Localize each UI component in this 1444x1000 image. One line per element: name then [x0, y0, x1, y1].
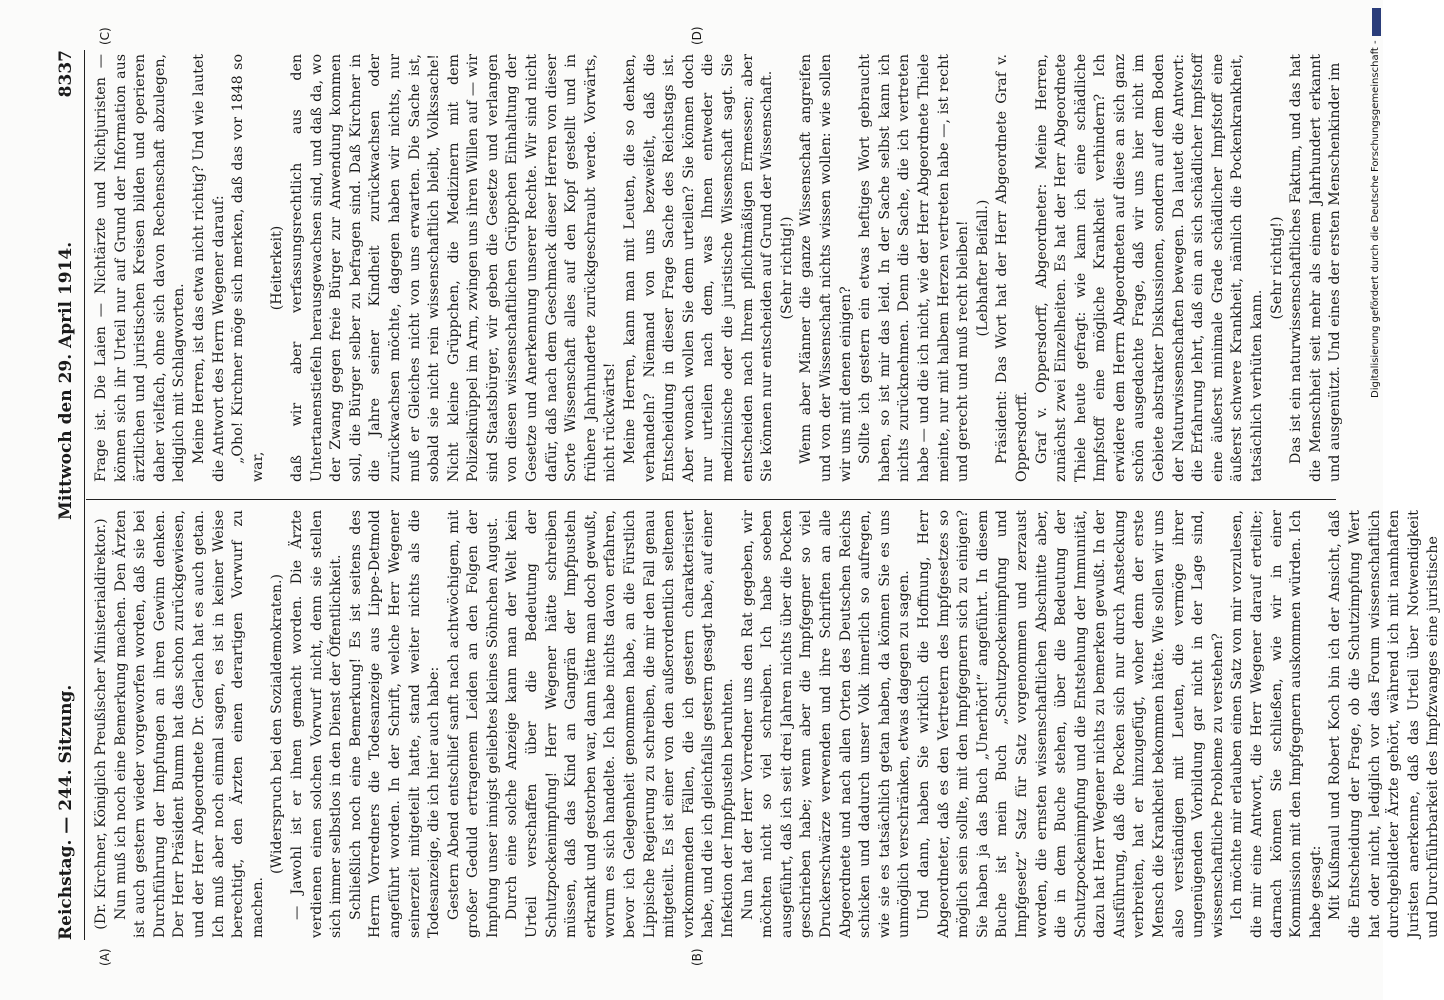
column-divider — [86, 499, 1336, 500]
paragraph: Gestern Abend entschlief sanft nach achtwöchigem, mit großer Geduld ertragenem Leiden an den Folgen der Impfung unser innigst geliebtes kleines Söhnchen August. — [445, 510, 501, 938]
paragraph: Meine Herren, kann man mit Leuten, die so denken, verhandeln? Niemand von uns bezweifelt, daß die Entscheidung in dieser Frage Sache des Reichstags ist. Aber wonach wollen Sie denn urteilen? Sie können doch nur urteilen nach dem, was Ihnen entweder die medizinische oder die juristische Wissenschaft sagt. Sie entscheiden nach Ihrem pflichtmäßigen Ermessen; aber Sie können nur entscheiden auf Grund der Wissenschaft. — [622, 54, 776, 482]
margin-marker-d: (D) — [690, 26, 704, 45]
margin-marker-c: (C) — [98, 27, 112, 45]
paragraph: Mit Kußmaul und Robert Koch bin ich der Ansicht, daß die Entscheidung der Frage, ob die Schutzimpfung Wert hat oder nicht, lediglich vor das Forum wissenschaftlich durchgebildeter Ärzte gehört, während ich mit namhaften Juristen anerkenne, daß das Urteil über Notwendigkeit und Durchführbarkeit des Impfzwanges eine juristische — [1327, 510, 1442, 938]
speaker-line: (Dr. Kirchner, Königlich Preußischer Ministerialdirektor.) — [93, 518, 109, 930]
paragraph: Frage ist. Die Laien — Nichtärzte und Nichtjuristen — können sich ihr Urteil nur auf Grund der Information aus ärztlichen und juristischen Kreisen bilden und operieren daher vielfach, ohne sich davon Rechenschaft abzulegen, lediglich mit Schlagworten. — [93, 54, 188, 482]
interjection: (Widerspruch bei den Sozialdemokraten.) — [269, 573, 286, 875]
paragraph: „Oho! Kirchner möge sich merken, daß das vor 1848 so war, — [230, 54, 266, 482]
interjection: (Lebhafter Beifall.) — [974, 199, 991, 337]
paragraph: — Jawohl ist er ihnen gemacht worden. Die Ärzte verdienen einen solchen Vorwurf nicht, denn sie stellen sich immer selbstlos in den Dienst der Öffentlichkeit. — [288, 510, 345, 938]
margin-marker-b: (B) — [690, 948, 704, 966]
paragraph: Ich möchte mir erlauben einen Satz von mir vorzulesen, die mir eine Antwort, die Herr Wegener darauf erteilte; darnach können Sie schließen, wie wir in einer Kommission mit den Impfgegnern auskommen würden. Ich habe gesagt: — [1229, 510, 1324, 938]
header-rule — [84, 50, 85, 940]
paragraph: daß wir aber verfassungsrechtlich aus den Untertanenstiefeln herausgewachsen sind, und daß da, wo der Zwang gegen freie Bürger zur Anwendung kommen soll, die Bürger selber zu befragen sind. Daß Kirchner in die Jahre seiner Kindheit zurückwachsen oder zurückwachsen möchte, dagegen haben wir nichts, nur muß er Gleiches nicht von uns erwarten. Die Sache ist, sobald sie nicht rein wissenschaftlich bleibt, Volkssache! Nicht kleine Grüppchen, die Medizinern mit dem Polizeiknüppel im Arm, zwingen uns ihren Willen auf — wir sind Staatsbürger, wir geben die Gesetze und verlangen von diesen wissenschaftlichen Grüppchen Einhaltung der Gesetze und Anerkennung unserer Rechte. Wir sind nicht dafür, daß nach dem Geschmack dieser Herren von dieser Sorte Wissenschaft alles auf den Kopf gestellt und in frühere Jahrhunderte zurückgeschraubt werde. Vorwärts, nicht rückwärts! — [288, 54, 619, 482]
paragraph: Schließlich noch eine Bemerkung! Es ist seitens des Herrn Vorredners die Todesanzeige aus Lippe-Detmold angeführt worden. In der Schrift, welche Herr Wegener seinerzeit mitgeteilt hatte, stand weiter nichts als die Todesanzeige, die ich hier auch habe: — [347, 510, 443, 938]
paragraph: Nun muß ich noch eine Bemerkung machen. Den Ärzten ist auch gestern wieder vorgeworfen worden, daß sie bei Durchführung der Impfungen an ihren Gewinn denken. Der Herr Präsident Bumm hat das schon zurückgewiesen, und der Herr Abgeordnete Dr. Gerlach hat es auch getan. Ich muß aber noch einmal sagen, es ist in keiner Weise berechtigt, den Ärzten einen derartigen Vorwurf zu machen. — [112, 510, 266, 938]
paragraph: Das ist ein naturwissenschaftliches Faktum, und das hat die Menschheit seit mehr als einem Jahrhundert erkannt und ausgenützt. Und eines der ersten Menschenkinder im — [1288, 54, 1344, 482]
margin-marker-a: (A) — [98, 948, 112, 966]
paragraph: Graf v. Oppersdorff, Abgeordneter: Meine Herren, zunächst zwei Einzelheiten. Es hat der Herr Abgeordnete Thiele heute gefragt: wie kann ich eine schädliche Impfstoff eine mögliche Krankheit verhindern? Ich erwidere dem Herrn Abgeordneten auf diese an sich ganz schön ausgedachte Frage, daß wir uns hier nicht im Gebiete abstrakter Diskussionen, sondern auf dem Boden der Naturwissenschaften bewegen. Da lautet die Antwort: die Erfahrung lehrt, daß ein an sich schädlicher Impfstoff eine äußerst minimale Grade schädlicher Impfstoff eine äußerst schwere Krankheit, nämlich die Pockenkrankheit, tatsächlich verhüten kann. — [1033, 54, 1266, 482]
interjection: (Heiterkeit) — [269, 225, 286, 311]
paragraph: Meine Herren, ist das etwa nicht richtig? Und wie lautet die Antwort des Herrn Wegener darauf: — [190, 54, 227, 482]
left-column — [92, 510, 1444, 938]
digitization-credit: Digitalisierung gefördert durch die Deutsche Forschungsgemeinschaft - — [1370, 40, 1381, 398]
page-header — [52, 50, 82, 940]
page-number: 8337 — [56, 50, 76, 98]
paragraph: Nun hat der Herr Vorredner uns den Rat gegeben, wir möchten nicht so viel schreiben. Ich habe soeben ausgeführt, daß ich seit drei Jahren nichts über die Pocken geschrieben habe; wenn aber die Impfgegner so viel Druckerschwärze verwenden und ihre Schriften an alle Abgeordnete und nach allen Orten des Deutschen Reichs schicken und dadurch unser Volk innerlich so aufregen, wie sie es tatsächlich getan haben, da können Sie es uns unmöglich verschränken, etwas dagegen zu sagen. — [739, 510, 913, 938]
interjection: (Sehr richtig!) — [778, 216, 795, 320]
interjection: (Sehr richtig!) — [1268, 216, 1285, 320]
paragraph: Und dann, haben Sie wirklich die Hoffnung, Herr Abgeordneter, daß es den Vertretern des Impfgesetzes so möglich sein sollte, mit den Impfgegnern sich zu einigen? Sie haben ja das Buch „Unerhört!“ angeführt. In diesem Buche ist mein Buch „Schutzpockenimpfung und Impfgesetz“ Satz für Satz vorgenommen und zerzaust worden, die ernsten wissenschaftlichen Abschnitte aber, die in dem Buche stehen, über die Bedeutung der Schutzpockenimpfung und die Entstehung der Immunität, dazu hat Herr Wegener nichts zu bemerken gewußt. In der Ausführung, daß die Pocken sich nur durch Ansteckung verbreiten, hat er hinzugefügt, woher denn der erste Mensch die Krankheit bekommen hätte. Wie sollen wir uns also verständigen mit Leuten, die vermöge ihrer ungenügenden Vorbildung gar nicht in der Lage sind, wissenschaftliche Probleme zu verstehen? — [915, 510, 1226, 938]
paragraph: Sollte ich gestern ein etwas heftiges Wort gebraucht haben, so ist mir das leid. In der Sache selbst kann ich nichts zurücknehmen. Denn die Sache, die ich vertreten habe — und die ich nicht, wie der Herr Abgeordnete Thiele meinte, nur mit halbem Herzen vertreten habe —, ist recht und gerecht und muß recht bleiben! — [857, 54, 972, 482]
header-left: Reichstag. — 244. Sitzung. — [56, 684, 76, 940]
right-column — [92, 54, 1346, 482]
header-date: Mittwoch den 29. April 1914. — [56, 241, 76, 520]
paragraph: Präsident: Das Wort hat der Herr Abgeordnete Graf v. Oppersdorff. — [994, 54, 1030, 482]
dfg-logo — [1372, 8, 1381, 36]
paragraph: Wenn aber Männer die ganze Wissenschaft angreifen und von der Wissenschaft nichts wissen wollen: wie sollen wir uns mit denen einigen? — [798, 54, 854, 482]
paragraph: Durch eine solche Anzeige kann man der Welt kein Urteil verschaffen über die Bedeutung der Schutzpockenimpfung! Herr Wegener hätte schreiben müssen, daß das Kind an Gangrän der Impfpusteln erkrankt und gestorben war, dann hätte man doch gewußt, worum es sich handelte. Ich habe nichts davon erfahren, bevor ich Gelegenheit genommen habe, an die Fürstlich Lippische Regierung zu schreiben, die mir den Fall genau mitgeteilt. Es ist einer von den außerordentlich seltenen vorkommenden Fällen, die ich gestern charakterisiert habe, und die ich gleichfalls gestern gesagt habe, auf einer Infektion der Impfpusteln beruhten. — [504, 510, 736, 938]
